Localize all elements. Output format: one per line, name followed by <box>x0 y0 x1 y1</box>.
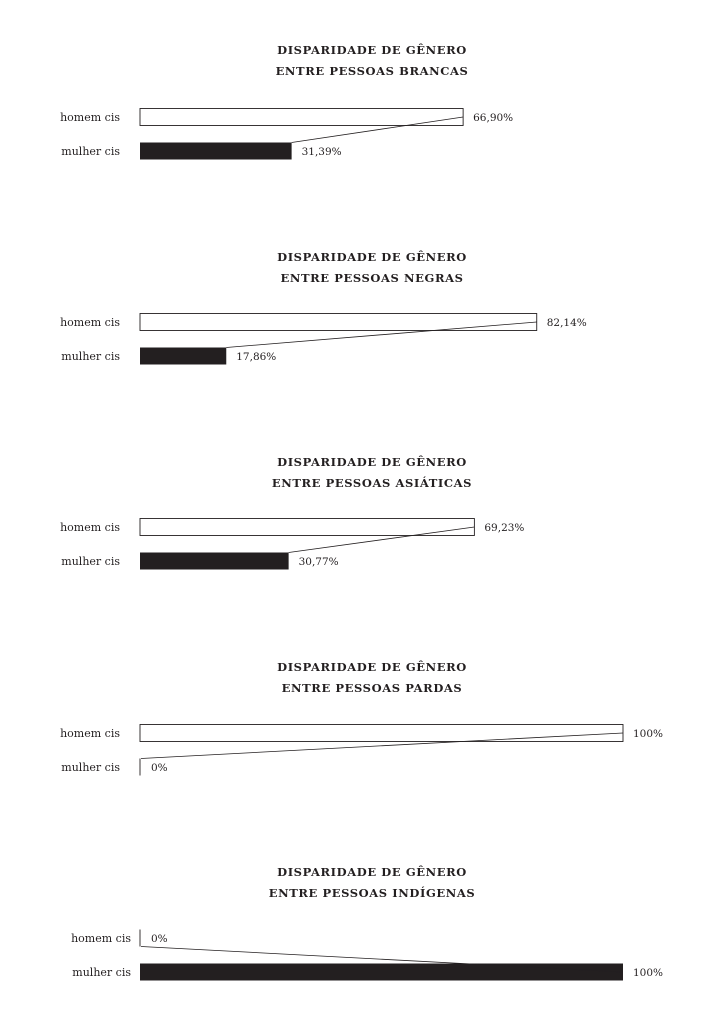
chart-title: DISPARIDADE DE GÊNERO <box>277 865 467 879</box>
category-label: mulher cis <box>72 966 131 979</box>
chart-subtitle: ENTRE PESSOAS PARDAS <box>281 681 463 695</box>
value-label: 100% <box>633 728 664 740</box>
value-label: 82,14% <box>546 317 587 329</box>
bar-homem-cis <box>140 314 537 331</box>
category-label: mulher cis <box>61 350 120 363</box>
bar-mulher-cis <box>140 143 292 160</box>
category-label: mulher cis <box>61 555 120 568</box>
category-label: homem cis <box>60 521 120 534</box>
chart-panel <box>60 43 513 160</box>
bar-mulher-cis <box>140 553 289 570</box>
chart-panel <box>60 455 524 570</box>
chart-subtitle: ENTRE PESSOAS BRANCAS <box>275 64 469 78</box>
bar-homem-cis <box>140 519 474 536</box>
chart-title: DISPARIDADE DE GÊNERO <box>277 455 467 469</box>
chart-subtitle: ENTRE PESSOAS INDÍGENAS <box>268 886 476 900</box>
chart-subtitle: ENTRE PESSOAS ASIÁTICAS <box>271 476 473 490</box>
category-label: homem cis <box>60 727 120 740</box>
value-label: 31,39% <box>301 146 342 158</box>
category-label: homem cis <box>60 316 120 329</box>
category-label: mulher cis <box>61 761 120 774</box>
category-label: homem cis <box>71 932 131 945</box>
bar-homem-cis <box>140 725 623 742</box>
value-label: 30,77% <box>298 556 339 568</box>
chart-panel <box>71 865 663 981</box>
bar-homem-cis <box>140 109 463 126</box>
value-label: 0% <box>151 762 168 774</box>
chart-title: DISPARIDADE DE GÊNERO <box>277 43 467 57</box>
chart-title: DISPARIDADE DE GÊNERO <box>277 250 467 264</box>
value-label: 100% <box>633 967 664 979</box>
chart-panel <box>60 660 663 776</box>
chart-panel <box>60 250 587 365</box>
chart-subtitle: ENTRE PESSOAS NEGRAS <box>280 271 464 285</box>
value-label: 69,23% <box>484 522 525 534</box>
category-label: homem cis <box>60 111 120 124</box>
category-label: mulher cis <box>61 145 120 158</box>
chart-title: DISPARIDADE DE GÊNERO <box>277 660 467 674</box>
value-label: 0% <box>151 933 168 945</box>
value-label: 17,86% <box>236 351 277 363</box>
value-label: 66,90% <box>473 112 514 124</box>
bar-mulher-cis <box>140 964 623 981</box>
bar-mulher-cis <box>140 348 226 365</box>
